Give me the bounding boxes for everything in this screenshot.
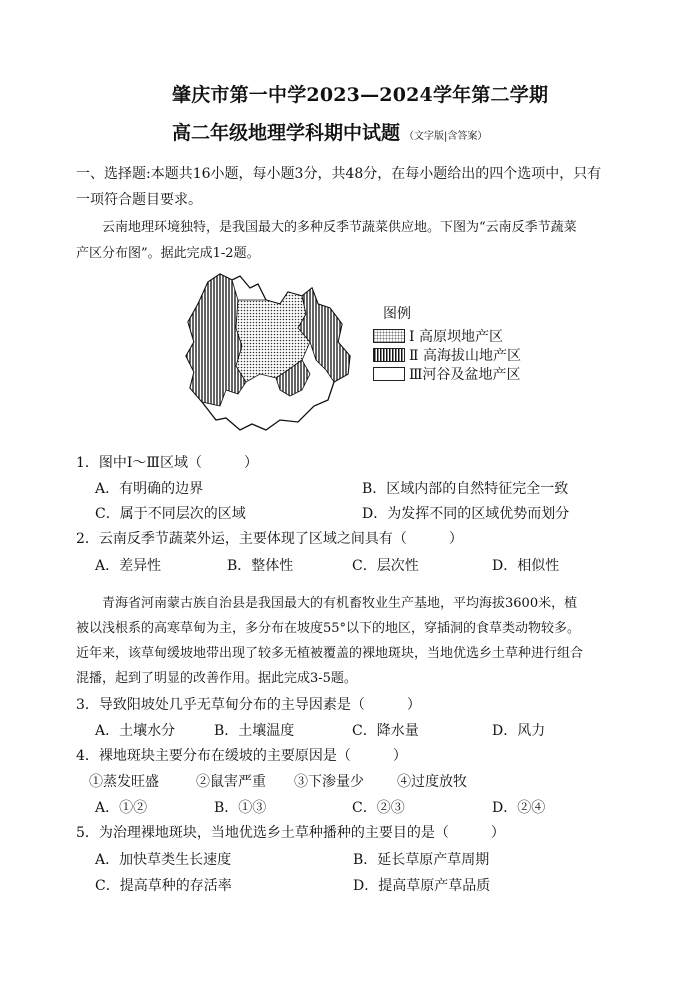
q3-option-a[interactable]: A．土壤水分 bbox=[95, 723, 176, 739]
q4-option-b[interactable]: B．①③ bbox=[214, 800, 267, 816]
q5-option-c[interactable]: C．提高草种的存活率 bbox=[95, 878, 232, 894]
q4-choice-1: ①蒸发旺盛 bbox=[89, 774, 159, 790]
legend-item-i bbox=[373, 326, 503, 346]
q2-option-d[interactable]: D．相似性 bbox=[492, 558, 560, 574]
q3-option-b[interactable]: B．土壤温度 bbox=[214, 723, 295, 739]
legend-label-ii: Ⅱ 高海拔山地产区 bbox=[409, 348, 521, 364]
q2-option-c[interactable]: C．层次性 bbox=[352, 558, 419, 574]
q1-option-d[interactable]: D．为发挥不同的区域优势而划分 bbox=[362, 506, 570, 522]
q1-option-b[interactable]: B．区域内部的自然特征完全一致 bbox=[362, 481, 569, 497]
q4-stem: 4．裸地斑块主要分布在缓坡的主要原因是（ ） bbox=[76, 748, 407, 764]
yunnan-map bbox=[180, 270, 370, 438]
q4-option-c[interactable]: C．②③ bbox=[352, 800, 405, 816]
q3-stem: 3．导致阳坡处几乎无草甸分布的主导因素是（ ） bbox=[76, 697, 421, 713]
legend-swatch-stripes bbox=[373, 348, 405, 362]
q2-option-b[interactable]: B．整体性 bbox=[227, 558, 294, 574]
passage2-line4: 混播，起到了明显的改善作用。据此完成3-5题。 bbox=[76, 671, 357, 686]
q4-option-d[interactable]: D．②④ bbox=[492, 800, 546, 816]
legend-title: 图例 bbox=[383, 306, 411, 322]
legend-item-iii bbox=[373, 364, 521, 384]
q3-option-d[interactable]: D．风力 bbox=[492, 723, 546, 739]
q5-stem: 5．为治理裸地斑块，当地优选乡土草种播种的主要目的是（ ） bbox=[76, 825, 505, 841]
q3-option-c[interactable]: C．降水量 bbox=[352, 723, 419, 739]
passage2-line2: 被以浅根系的高寒草甸为主，多分布在坡度55°以下的地区，穿插洞的食草类动物较多。 bbox=[76, 621, 581, 636]
subtitle-note: （文字版|含答案） bbox=[404, 131, 488, 142]
q1-option-c[interactable]: C．属于不同层次的区域 bbox=[95, 506, 246, 522]
passage2-line1: 青海省河南蒙古族自治县是我国最大的有机畜牧业生产基地，平均海拔3600米，植 bbox=[102, 596, 578, 611]
q4-choice-4: ④过度放牧 bbox=[397, 774, 467, 790]
section-intro-line2: 一项符合题目要求。 bbox=[76, 192, 202, 208]
q1-option-a[interactable]: A．有明确的边界 bbox=[95, 481, 204, 497]
q4-choice-3: ③下渗量少 bbox=[294, 774, 364, 790]
passage1-line2: 产区分布图”。据此完成1-2题。 bbox=[76, 246, 260, 261]
legend-label-iii: Ⅲ河谷及盆地产区 bbox=[409, 367, 521, 383]
q2-option-a[interactable]: A．差异性 bbox=[95, 558, 162, 574]
legend-item-ii bbox=[373, 345, 521, 365]
q5-option-b[interactable]: B．延长草原产草周期 bbox=[353, 852, 490, 868]
legend-swatch-dots bbox=[373, 329, 405, 343]
q4-choice-2: ②鼠害严重 bbox=[196, 774, 266, 790]
q4-option-a[interactable]: A．①② bbox=[95, 800, 148, 816]
q2-stem: 2．云南反季节蔬菜外运，主要体现了区域之间具有（ ） bbox=[76, 531, 463, 547]
section-intro-line1: 一、选择题:本题共16小题，每小题3分，共48分，在每小题给出的四个选项中，只有 bbox=[76, 166, 602, 182]
exam-title: 肇庆市第一中学2023—2024学年第二学期 bbox=[172, 84, 549, 106]
q5-option-a[interactable]: A．加快草类生长速度 bbox=[95, 852, 232, 868]
legend-label-i: Ⅰ 高原坝地产区 bbox=[409, 329, 503, 345]
subtitle-text: 高二年级地理学科期中试题 bbox=[172, 122, 401, 144]
passage2-line3: 近年来，该草甸缓坡地带出现了较多无植被覆盖的裸地斑块，当地优选乡土草种进行组合 bbox=[76, 646, 584, 661]
exam-subtitle bbox=[172, 118, 487, 145]
q1-stem: 1．图中Ⅰ～Ⅲ区域（ ） bbox=[76, 455, 258, 471]
legend-swatch-blank bbox=[373, 367, 405, 381]
passage1-line1: 云南地理环境独特，是我国最大的多种反季节蔬菜供应地。下图为“云南反季节蔬菜 bbox=[102, 220, 577, 235]
q5-option-d[interactable]: D．提高草原产草品质 bbox=[353, 878, 491, 894]
